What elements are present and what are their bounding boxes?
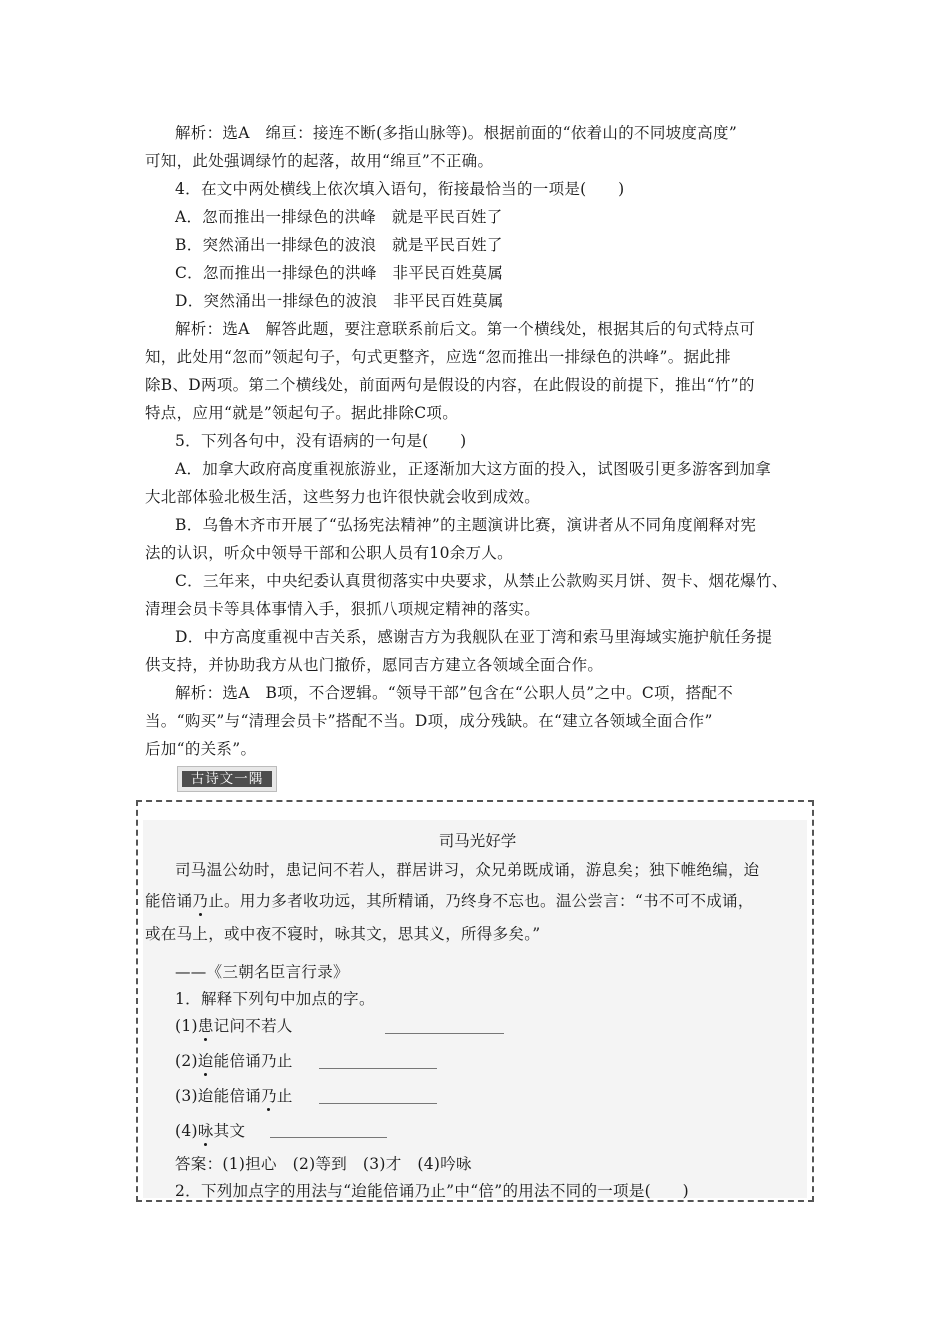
question-5-option-a-line-1: A．加拿大政府高度重视旅游业，正逐渐加大这方面的投入，试图吸引更多游客到加拿 xyxy=(175,460,772,478)
dotted-char: 乃 xyxy=(261,1087,277,1105)
question-5-option-c-line-2: 清理会员卡等具体事情入手，狠抓八项规定精神的落实。 xyxy=(145,600,541,618)
dotted-char: 咏 xyxy=(197,1122,214,1140)
classical-paragraph-line-1 xyxy=(175,860,840,880)
classical-question-2: 2．下列加点字的用法与“迨能倍诵乃止”中“倍”的用法不同的一项是( ) xyxy=(175,1182,689,1200)
question-5-option-d-line-1: D．中方高度重视中吉关系，感谢吉方为我舰队在亚丁湾和索马里海域实施护航任务提 xyxy=(175,628,773,646)
answer-blank-2[interactable] xyxy=(319,1068,437,1069)
item-4-post: 其文 xyxy=(213,1122,246,1140)
classical-question-1: 1．解释下列句中加点的字。 xyxy=(175,990,375,1008)
question-5-option-b-line-1: B．乌鲁木齐市开展了“弘扬宪法精神”的主题演讲比赛，演讲者从不同角度阐释对宪 xyxy=(175,516,757,534)
answer-blank-3[interactable] xyxy=(319,1103,437,1104)
question-5-option-c-line-1: C．三年来，中央纪委认真贯彻落实中央要求，从禁止公款购买月饼、贺卡、烟花爆竹、 xyxy=(175,572,788,590)
dotted-char: 迨 xyxy=(197,1052,214,1070)
question-4-stem: 4．在文中两处横线上依次填入语句，衔接最恰当的一项是( ) xyxy=(175,180,625,198)
classical-line-2-post: 止。用力多者收功远，其所精诵，乃终身不忘也。温公尝言：“书不可不成诵， xyxy=(208,892,754,910)
dotted-char: 乃 xyxy=(192,892,209,910)
classical-item-2 xyxy=(175,1051,840,1071)
question-5-option-b-line-2: 法的认识，听众中领导干部和公职人员有10余万人。 xyxy=(145,544,513,562)
analysis-5-line-1: 解析：选A B项，不合逻辑。“领导干部”包含在“公职人员”之中。C项，搭配不 xyxy=(175,684,734,702)
analysis-3-line-1: 解析：选A 绵亘：接连不断(多指山脉等)。根据前面的“依着山的不同坡度高度” xyxy=(175,124,738,142)
classical-paragraph-line-1-text: 司马温公幼时，患记问不若人，群居讲习，众兄弟既成诵，游息矣；独下帷绝编，迨 xyxy=(175,861,760,879)
question-5-option-a-line-2: 大北部体验北极生活，这些努力也许很快就会收到成效。 xyxy=(145,488,541,506)
classical-source: ——《三朝名臣言行录》 xyxy=(175,963,349,981)
classical-line-2-pre: 能倍诵 xyxy=(145,892,193,910)
answer-blank-4[interactable] xyxy=(270,1137,387,1138)
item-1-pre: (1) xyxy=(175,1017,198,1035)
item-4-pre: (4) xyxy=(175,1122,198,1140)
classical-paragraph-line-2 xyxy=(145,891,810,911)
analysis-4-line-4: 特点，应用“就是”领起句子。据此排除C项。 xyxy=(145,404,459,422)
dotted-char: 患 xyxy=(197,1017,214,1035)
classical-item-1 xyxy=(175,1016,840,1036)
analysis-5-line-2: 当。“购买”与“清理会员卡”搭配不当。D项，成分残缺。在“建立各领域全面合作” xyxy=(145,712,713,730)
item-3-post: 止 xyxy=(276,1087,293,1105)
item-3-pre: (3)迨能倍诵 xyxy=(175,1087,262,1105)
analysis-4-line-3: 除B、D两项。第二个横线处，前面两句是假设的内容，在此假设的前提下，推出“竹”的 xyxy=(145,376,755,394)
answer-blank-1[interactable] xyxy=(385,1033,504,1034)
analysis-4-line-2: 知，此处用“忽而”领起句子，句式更整齐，应选“忽而推出一排绿色的洪峰”。据此排 xyxy=(145,348,731,366)
classical-paragraph-line-3: 或在马上，或中夜不寝时，咏其文，思其义，所得多矣。” xyxy=(145,925,541,943)
question-5-stem: 5．下列各句中，没有语病的一句是( ) xyxy=(175,432,467,450)
classical-title: 司马光好学 xyxy=(438,832,517,850)
section-badge-label: 古诗文一隅 xyxy=(182,771,272,787)
question-4-option-d: D．突然涌出一排绿色的波浪 非平民百姓莫属 xyxy=(175,292,504,310)
classical-item-3 xyxy=(175,1086,840,1106)
item-1-post: 记问不若人 xyxy=(213,1017,293,1035)
question-4-option-c: C．忽而推出一排绿色的洪峰 非平民百姓莫属 xyxy=(175,264,504,282)
analysis-3-line-2: 可知，此处强调绿竹的起落，故用“绵亘”不正确。 xyxy=(145,152,494,170)
analysis-4-line-1: 解析：选A 解答此题，要注意联系前后文。第一个横线处，根据其后的句式特点可 xyxy=(175,320,756,338)
item-2-post: 能倍诵乃止 xyxy=(213,1052,293,1070)
classical-item-4 xyxy=(175,1121,840,1141)
classical-answer: 答案：(1)担心 (2)等到 (3)才 (4)吟咏 xyxy=(175,1155,472,1173)
question-4-option-a: A．忽而推出一排绿色的洪峰 就是平民百姓了 xyxy=(175,208,503,226)
section-badge xyxy=(177,766,277,792)
item-2-pre: (2) xyxy=(175,1052,198,1070)
analysis-5-line-3: 后加“的关系”。 xyxy=(145,740,257,758)
question-5-option-d-line-2: 供支持，并协助我方从也门撤侨，愿同吉方建立各领域全面合作。 xyxy=(145,656,604,674)
question-4-option-b: B．突然涌出一排绿色的波浪 就是平民百姓了 xyxy=(175,236,503,254)
